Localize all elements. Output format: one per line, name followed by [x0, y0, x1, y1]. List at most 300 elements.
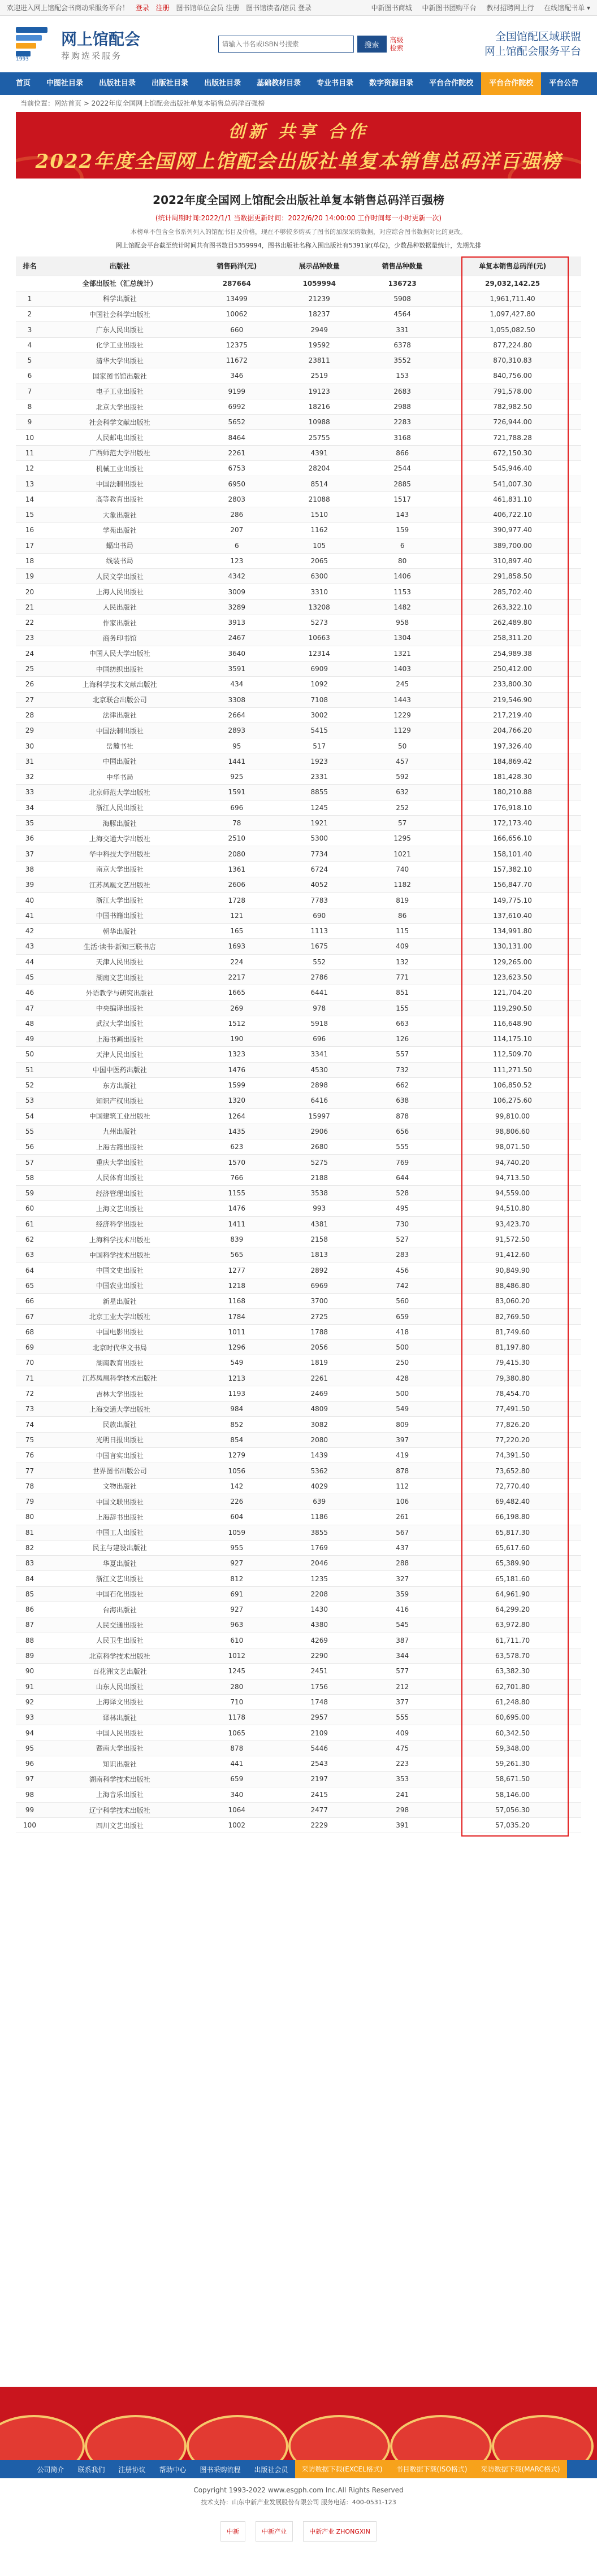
table-row[interactable]	[16, 1556, 581, 1571]
sold-count-cell: 428	[361, 1370, 444, 1386]
table-row[interactable]	[16, 1725, 581, 1740]
table-row[interactable]	[16, 569, 581, 584]
table-row[interactable]	[16, 430, 581, 445]
rank-cell: 22	[16, 615, 44, 630]
table-row[interactable]	[16, 384, 581, 399]
table-row[interactable]	[16, 1478, 581, 1494]
total-value-cell: 1,961,711.40	[444, 291, 581, 306]
table-row[interactable]	[16, 1032, 581, 1047]
sold-count-cell: 112	[361, 1478, 444, 1494]
table-row[interactable]	[16, 1294, 581, 1309]
nav-item-zhongtu[interactable]: 中图社目录	[46, 79, 84, 88]
sales-cell: 2664	[196, 707, 278, 723]
total-value-cell: 65,181.60	[444, 1571, 581, 1586]
sales-cell: 927	[196, 1556, 278, 1571]
table-row[interactable]	[16, 815, 581, 830]
sales-cell: 854	[196, 1432, 278, 1447]
publisher-cell: 岳麓书社	[44, 738, 196, 754]
total-value-cell: 130,131.00	[444, 939, 581, 954]
table-row[interactable]	[16, 1525, 581, 1540]
table-row[interactable]	[16, 1016, 581, 1031]
total-value-cell: 64,961.90	[444, 1586, 581, 1602]
rank-cell: 47	[16, 1000, 44, 1016]
sold-count-cell: 6378	[361, 337, 444, 353]
sales-cell: 12375	[196, 337, 278, 353]
table-row[interactable]	[16, 1170, 581, 1185]
rank-cell: 83	[16, 1556, 44, 1571]
table-row[interactable]	[16, 661, 581, 676]
col-display-count[interactable]: 展示品种数量	[278, 256, 361, 276]
badge-logo-3[interactable]: 中新产业 ZHONGXIN	[303, 2521, 377, 2542]
sales-cell: 1361	[196, 861, 278, 877]
rank-cell: 93	[16, 1710, 44, 1725]
sold-count-cell: 223	[361, 1756, 444, 1772]
total-value-cell: 72,770.40	[444, 1478, 581, 1494]
table-row[interactable]	[16, 1047, 581, 1062]
sold-count-cell: 6	[361, 538, 444, 553]
nav-item-publisher-3[interactable]: 出版社目录	[204, 79, 241, 88]
sales-cell: 165	[196, 923, 278, 938]
footer-link-contact[interactable]: 联系我们	[77, 2465, 105, 2474]
sales-cell: 1065	[196, 1725, 278, 1740]
table-row[interactable]	[16, 1309, 581, 1324]
total-value-cell: 79,380.80	[444, 1370, 581, 1386]
publisher-cell: 人民文学出版社	[44, 569, 196, 584]
rank-cell: 19	[16, 569, 44, 584]
rank-cell: 90	[16, 1664, 44, 1679]
nav-item-digital[interactable]: 数字资源目录	[369, 79, 414, 88]
table-row[interactable]	[16, 985, 581, 1000]
rank-cell: 96	[16, 1756, 44, 1772]
total-value-cell: 390,977.40	[444, 523, 581, 538]
sold-count-cell: 4564	[361, 307, 444, 322]
nav-item-publisher-2[interactable]: 出版社目录	[152, 79, 189, 88]
top-link-textbook[interactable]: 教材招聘网上行	[486, 4, 534, 12]
table-row[interactable]	[16, 1417, 581, 1432]
sold-count-cell: 500	[361, 1386, 444, 1401]
table-row[interactable]	[16, 523, 581, 538]
publisher-cell: 北京时代华文书局	[44, 1339, 196, 1355]
register-link[interactable]: 注册	[155, 4, 170, 12]
display-count-cell: 8855	[278, 785, 361, 800]
sales-cell: 691	[196, 1586, 278, 1602]
support-info: 技术支持：山东中新产业发展股份有限公司 服务电话：400-0531-123	[201, 2499, 396, 2506]
banner-slogan: 创新 共享 合作	[228, 121, 369, 142]
display-count-cell: 1510	[278, 507, 361, 522]
table-row[interactable]	[16, 1077, 581, 1093]
total-value-cell: 98,071.50	[444, 1139, 581, 1155]
display-count-cell: 6300	[278, 569, 361, 584]
footer-link-marc[interactable]: 采访数据下载(MARC格式)	[474, 2460, 566, 2478]
table-row[interactable]	[16, 1509, 581, 1525]
display-count-cell: 18237	[278, 307, 361, 322]
nav-item-professional[interactable]: 专业书目录	[317, 79, 354, 88]
total-value-cell: 62,701.80	[444, 1679, 581, 1694]
sales-cell: 1059	[196, 1525, 278, 1540]
table-row[interactable]	[16, 476, 581, 491]
ranking-table-wrap	[16, 256, 581, 1833]
sold-count-cell: 732	[361, 1062, 444, 1077]
sales-cell: 1064	[196, 1802, 278, 1817]
table-row[interactable]	[16, 1679, 581, 1694]
sales-cell: 1441	[196, 754, 278, 769]
table-row[interactable]	[16, 1093, 581, 1108]
publisher-cell: 浙江大学出版社	[44, 893, 196, 908]
publisher-cell: 全部出版社（汇总统计）	[44, 276, 196, 291]
sold-count-cell: 353	[361, 1772, 444, 1787]
total-value-cell: 112,509.70	[444, 1047, 581, 1062]
publisher-cell: 中国言实出版社	[44, 1448, 196, 1463]
display-count-cell: 2158	[278, 1232, 361, 1247]
publisher-cell: 上海辞书出版社	[44, 1509, 196, 1525]
cloud-decoration	[187, 2415, 288, 2460]
nav-item-textbook[interactable]: 基础教材目录	[257, 79, 301, 88]
sales-cell: 1591	[196, 785, 278, 800]
sales-cell: 925	[196, 769, 278, 785]
display-count-cell: 2065	[278, 553, 361, 568]
publisher-cell: 江苏凤凰文艺出版社	[44, 877, 196, 893]
table-row[interactable]	[16, 322, 581, 337]
sold-count-cell: 143	[361, 507, 444, 522]
table-row[interactable]	[16, 1000, 581, 1016]
publisher-cell: 天津人民出版社	[44, 1047, 196, 1062]
library-register-link[interactable]: 图书馆单位会员 注册	[176, 4, 240, 12]
table-row[interactable]	[16, 769, 581, 785]
display-count-cell: 3538	[278, 1186, 361, 1201]
table-row[interactable]	[16, 646, 581, 661]
rank-cell: 1	[16, 291, 44, 306]
table-row[interactable]	[16, 1263, 581, 1278]
sold-count-cell: 416	[361, 1602, 444, 1617]
table-row[interactable]	[16, 1540, 581, 1555]
display-count-cell: 3310	[278, 584, 361, 599]
search-button[interactable]: 搜索	[357, 36, 387, 53]
publisher-cell: 中华书局	[44, 769, 196, 785]
table-row[interactable]	[16, 1201, 581, 1216]
display-count-cell: 21239	[278, 291, 361, 306]
rank-cell: 23	[16, 630, 44, 646]
table-row[interactable]	[16, 630, 581, 646]
table-row[interactable]	[16, 1402, 581, 1417]
table-row[interactable]	[16, 353, 581, 368]
display-count-cell: 4380	[278, 1617, 361, 1633]
table-row[interactable]	[16, 1740, 581, 1756]
table-row[interactable]	[16, 368, 581, 384]
reader-login-link[interactable]: 图书馆读者/馆员 登录	[246, 4, 312, 12]
total-value-cell: 77,220.20	[444, 1432, 581, 1447]
display-count-cell: 5918	[278, 1016, 361, 1031]
table-row[interactable]	[16, 923, 581, 938]
sold-count-cell: 252	[361, 800, 444, 815]
total-value-cell: 91,412.60	[444, 1247, 581, 1263]
table-row[interactable]	[16, 461, 581, 476]
table-row[interactable]	[16, 939, 581, 954]
publisher-cell: 广西师范大学出版社	[44, 445, 196, 460]
table-row[interactable]	[16, 538, 581, 553]
nav-item-home[interactable]: 首页	[16, 79, 31, 88]
col-publisher[interactable]: 出版社	[44, 256, 196, 276]
sold-count-cell: 1406	[361, 569, 444, 584]
table-row[interactable]	[16, 491, 581, 507]
top-link-group[interactable]: 中新图书团购平台	[422, 4, 477, 12]
display-count-cell: 4029	[278, 1478, 361, 1494]
sold-count-cell: 456	[361, 1263, 444, 1278]
sold-count-cell: 656	[361, 1124, 444, 1139]
sales-cell: 441	[196, 1756, 278, 1772]
table-row[interactable]	[16, 1355, 581, 1370]
nav-item-notice[interactable]: 平台公告	[549, 79, 579, 88]
sales-cell: 224	[196, 954, 278, 969]
table-row[interactable]	[16, 1617, 581, 1633]
publisher-cell: 上海译文出版社	[44, 1694, 196, 1709]
table-row[interactable]	[16, 1124, 581, 1139]
rank-cell: 24	[16, 646, 44, 661]
sales-cell: 852	[196, 1417, 278, 1432]
publisher-cell: 北京师范大学出版社	[44, 785, 196, 800]
table-row[interactable]	[16, 1186, 581, 1201]
total-value-cell: 156,847.70	[444, 877, 581, 893]
table-row[interactable]	[16, 738, 581, 754]
table-row[interactable]	[16, 723, 581, 738]
badge-logo-2[interactable]: 中新产业	[256, 2521, 293, 2542]
logo-subtitle: 荐购选采服务	[61, 50, 123, 61]
table-row[interactable]	[16, 677, 581, 692]
table-row[interactable]	[16, 877, 581, 893]
col-rank[interactable]: 排名	[16, 256, 44, 276]
display-count-cell: 25755	[278, 430, 361, 445]
publisher-cell: 中国社会科学出版社	[44, 307, 196, 322]
total-value-cell: 94,740.20	[444, 1155, 581, 1170]
table-row[interactable]	[16, 1370, 581, 1386]
table-row[interactable]	[16, 1155, 581, 1170]
display-count-cell: 2229	[278, 1818, 361, 1833]
display-count-cell: 5300	[278, 831, 361, 846]
rank-cell: 62	[16, 1232, 44, 1247]
table-row[interactable]	[16, 893, 581, 908]
nav-item-partner[interactable]: 平台合作院校	[429, 79, 474, 88]
table-row[interactable]	[16, 276, 581, 291]
table-row[interactable]	[16, 969, 581, 985]
total-value-cell: 106,850.52	[444, 1077, 581, 1093]
sales-cell: 1728	[196, 893, 278, 908]
col-sales[interactable]: 销售码洋(元)	[196, 256, 278, 276]
publisher-cell: 北京科学技术出版社	[44, 1648, 196, 1663]
sold-count-cell: 742	[361, 1278, 444, 1293]
total-value-cell: 94,559.00	[444, 1186, 581, 1201]
top-link-booklist[interactable]: 在线馆配书单 ▾	[544, 4, 590, 12]
display-count-cell: 7734	[278, 846, 361, 861]
table-row[interactable]	[16, 1756, 581, 1772]
table-row[interactable]	[16, 754, 581, 769]
table-row[interactable]	[16, 507, 581, 522]
display-count-cell: 4530	[278, 1062, 361, 1077]
table-row[interactable]	[16, 584, 581, 599]
rank-cell: 20	[16, 584, 44, 599]
sold-count-cell: 1229	[361, 707, 444, 723]
table-row[interactable]	[16, 553, 581, 568]
table-row[interactable]	[16, 1232, 581, 1247]
table-row[interactable]	[16, 1339, 581, 1355]
table-row[interactable]	[16, 615, 581, 630]
advanced-search-link[interactable]: 高级检索	[390, 36, 404, 52]
sales-cell: 13499	[196, 291, 278, 306]
total-value-cell: 93,423.70	[444, 1216, 581, 1232]
total-value-cell: 285,702.40	[444, 584, 581, 599]
sold-count-cell: 2988	[361, 399, 444, 414]
display-count-cell: 696	[278, 1032, 361, 1047]
table-row[interactable]	[16, 1278, 581, 1293]
sales-cell: 1168	[196, 1294, 278, 1309]
table-row[interactable]	[16, 831, 581, 846]
sales-cell: 927	[196, 1602, 278, 1617]
publisher-cell: 电子工业出版社	[44, 384, 196, 399]
rank-cell: 34	[16, 800, 44, 815]
table-row[interactable]	[16, 692, 581, 707]
footer-link-help[interactable]: 帮助中心	[159, 2465, 187, 2474]
rank-cell: 9	[16, 415, 44, 430]
badge-logo-1[interactable]: 中新	[220, 2521, 245, 2542]
table-row[interactable]	[16, 1108, 581, 1124]
sold-count-cell: 155	[361, 1000, 444, 1016]
total-value-cell: 91,572.50	[444, 1232, 581, 1247]
rank-cell: 28	[16, 707, 44, 723]
footer-link-process[interactable]: 图书采购流程	[200, 2465, 241, 2474]
table-row[interactable]	[16, 1772, 581, 1787]
total-value-cell: 58,671.50	[444, 1772, 581, 1787]
total-value-cell: 123,623.50	[444, 969, 581, 985]
table-row[interactable]	[16, 1633, 581, 1648]
table-row[interactable]	[16, 861, 581, 877]
footer-link-excel[interactable]: 采访数据下载(EXCEL格式)	[295, 2460, 390, 2478]
table-row[interactable]	[16, 1062, 581, 1077]
sold-count-cell: 545	[361, 1617, 444, 1633]
table-row[interactable]	[16, 1247, 581, 1263]
table-row[interactable]	[16, 1710, 581, 1725]
col-sold-count[interactable]: 销售品种数量	[361, 256, 444, 276]
sold-count-cell: 1482	[361, 599, 444, 615]
table-row[interactable]	[16, 1602, 581, 1617]
sold-count-cell: 86	[361, 908, 444, 923]
sold-count-cell: 1321	[361, 646, 444, 661]
sales-cell: 3009	[196, 584, 278, 599]
sold-count-cell: 577	[361, 1664, 444, 1679]
footer-link-agreement[interactable]: 注册协议	[118, 2465, 146, 2474]
footer-link-iso[interactable]: 书目数据下载(ISO格式)	[390, 2460, 474, 2478]
total-value-cell: 77,491.50	[444, 1402, 581, 1417]
table-row[interactable]	[16, 1818, 581, 1833]
table-row[interactable]	[16, 337, 581, 353]
rank-cell: 38	[16, 861, 44, 877]
table-row[interactable]	[16, 1463, 581, 1478]
table-row[interactable]	[16, 1216, 581, 1232]
display-count-cell: 13208	[278, 599, 361, 615]
table-row[interactable]	[16, 1494, 581, 1509]
table-row[interactable]	[16, 1694, 581, 1709]
publisher-cell: 中国文联出版社	[44, 1494, 196, 1509]
sold-count-cell: 769	[361, 1155, 444, 1170]
total-value-cell: 88,486.80	[444, 1278, 581, 1293]
table-row[interactable]	[16, 599, 581, 615]
publisher-cell: 文物出版社	[44, 1478, 196, 1494]
total-value-cell: 60,695.00	[444, 1710, 581, 1725]
table-row[interactable]	[16, 1664, 581, 1679]
table-row[interactable]	[16, 1432, 581, 1447]
total-value-cell: 840,756.00	[444, 368, 581, 384]
sold-count-cell: 418	[361, 1324, 444, 1339]
sales-cell: 190	[196, 1032, 278, 1047]
footer-link-about[interactable]: 公司简介	[37, 2465, 64, 2474]
sales-cell: 963	[196, 1617, 278, 1633]
col-total-value[interactable]: 单复本销售总码洋(元)	[444, 256, 581, 276]
table-row[interactable]	[16, 707, 581, 723]
sold-count-cell: 283	[361, 1247, 444, 1263]
table-row[interactable]	[16, 954, 581, 969]
table-row[interactable]	[16, 291, 581, 306]
table-row[interactable]	[16, 1787, 581, 1802]
display-count-cell: 1769	[278, 1540, 361, 1555]
sold-count-cell: 663	[361, 1016, 444, 1031]
nav-item-publisher[interactable]: 出版社目录	[99, 79, 136, 88]
login-link[interactable]: 登录	[135, 4, 149, 12]
table-row[interactable]	[16, 445, 581, 460]
sold-count-cell: 1182	[361, 877, 444, 893]
slogan	[484, 29, 581, 59]
top-link-mall[interactable]: 中新图书商城	[371, 4, 412, 12]
publisher-cell: 人民交通出版社	[44, 1617, 196, 1633]
table-row[interactable]	[16, 1324, 581, 1339]
sales-cell: 955	[196, 1540, 278, 1555]
nav-item-partner-active[interactable]: 平台合作院校	[481, 72, 541, 95]
table-row[interactable]	[16, 1648, 581, 1663]
site-logo[interactable]	[16, 26, 140, 62]
publisher-cell: 法律出版社	[44, 707, 196, 723]
footer-link-member[interactable]: 出版社会员	[254, 2465, 288, 2474]
table-row[interactable]	[16, 1571, 581, 1586]
table-row[interactable]	[16, 399, 581, 414]
table-row[interactable]	[16, 1448, 581, 1463]
display-count-cell: 6724	[278, 861, 361, 877]
note-text: 本榜单不包含全书系列列入的馆配书目及价格，现在不够较多购买了图书的加深采购数据，对应综合图书数据对比的更改。	[131, 228, 466, 236]
table-row[interactable]	[16, 908, 581, 923]
table-row[interactable]	[16, 1802, 581, 1817]
table-row[interactable]	[16, 785, 581, 800]
rank-cell: 84	[16, 1571, 44, 1586]
sold-count-cell: 560	[361, 1294, 444, 1309]
rank-cell: 92	[16, 1694, 44, 1709]
table-row[interactable]	[16, 800, 581, 815]
sold-count-cell: 1129	[361, 723, 444, 738]
publisher-cell: 中国电影出版社	[44, 1324, 196, 1339]
rank-cell: 14	[16, 491, 44, 507]
search-input[interactable]	[218, 36, 354, 53]
sales-cell: 6	[196, 538, 278, 553]
table-row[interactable]	[16, 846, 581, 861]
table-row[interactable]	[16, 1139, 581, 1155]
table-row[interactable]	[16, 1386, 581, 1401]
copyright: Copyright 1993-2022 www.esgph.com Inc.All Rights Reserved	[193, 2486, 404, 2494]
total-value-cell: 180,210.88	[444, 785, 581, 800]
table-row[interactable]	[16, 415, 581, 430]
rank-cell: 69	[16, 1339, 44, 1355]
publisher-cell: 暨南大学出版社	[44, 1740, 196, 1756]
display-count-cell: 1756	[278, 1679, 361, 1694]
table-row[interactable]	[16, 1586, 581, 1602]
rank-cell: 59	[16, 1186, 44, 1201]
sales-cell: 3289	[196, 599, 278, 615]
total-value-cell: 258,311.20	[444, 630, 581, 646]
display-count-cell: 6416	[278, 1093, 361, 1108]
table-row[interactable]	[16, 307, 581, 322]
